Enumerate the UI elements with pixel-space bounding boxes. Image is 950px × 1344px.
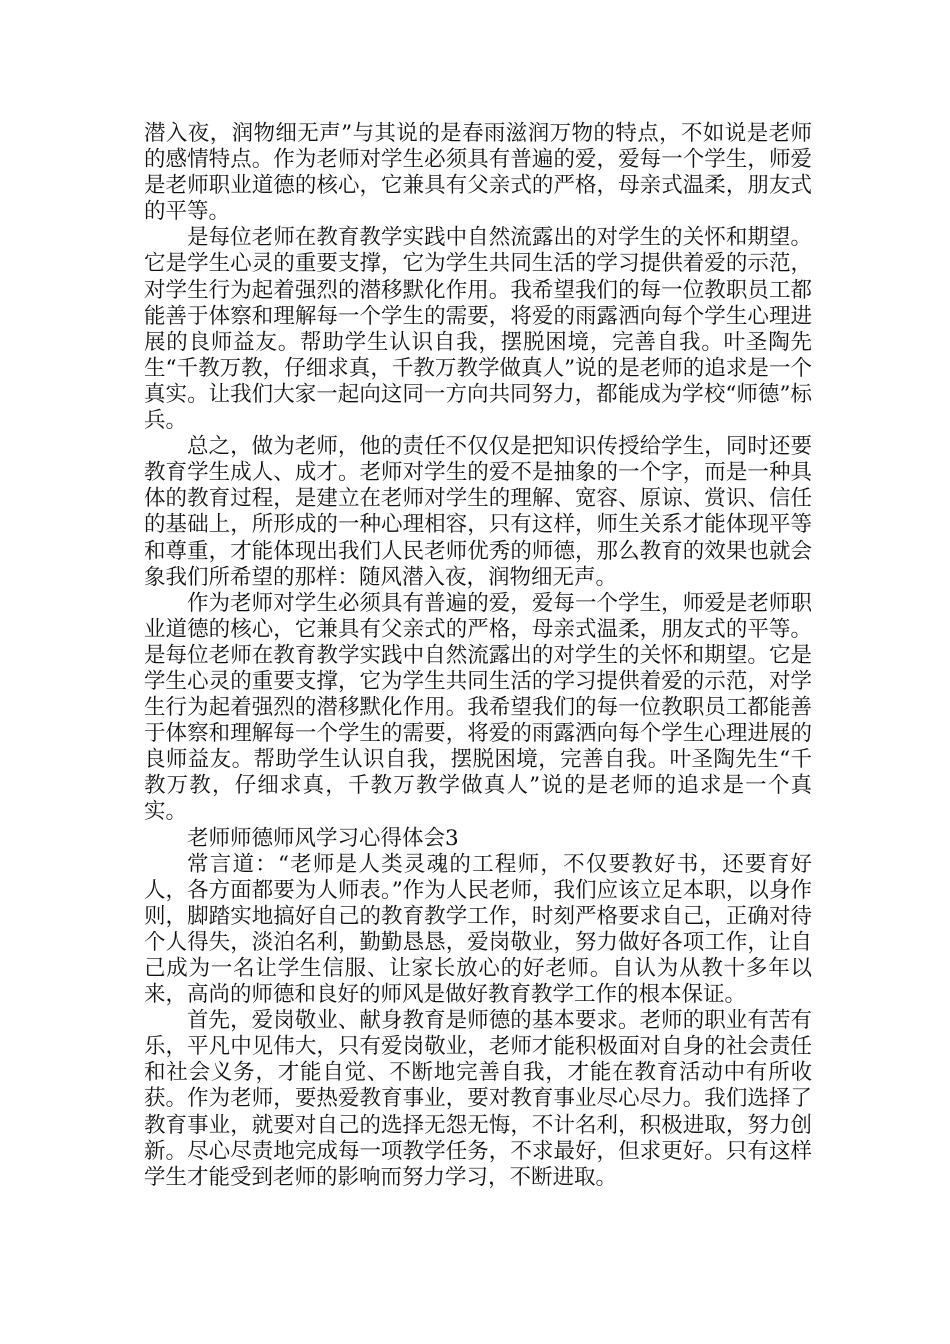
paragraph-3: 总之，做为老师，他的责任不仅仅是把知识传授给学生，同时还要教育学生成人、成才。老师对学生的爱不是抽象的一个字，而是一种具体的教育过程，是建立在老师对学生的理解、宽容、原谅、赏识、信任的基础上，所形成的一种心理相容，只有这样，师生关系才能体现平等和尊重，才能体现出我们人民老师优秀的师德，那么教育的效果也就会象我们所希望的那样：随风潜入夜，润物细无声。	[144, 434, 812, 590]
section-heading: 老师师德师风学习心得体会3	[187, 825, 459, 851]
paragraph-6: 首先，爱岗敬业、献身教育是师德的基本要求。老师的职业有苦有乐，平凡中见伟大，只有爱岗敬业，老师才能积极面对自身的社会责任和社会义务，才能自觉、不断地完善自我，才能在教育活动中有所收获。作为老师，要热爱教育事业，要对教育事业尽心尽力。我们选择了教育事业，就要对自己的选择无怨无悔，不计名利，积极进取，努力创新。尽心尽责地完成每一项教学任务，不求最好，但求更好。只有这样学生才能受到老师的影响而努力学习，不断进取。	[144, 1008, 812, 1190]
paragraph-1: 潜入夜，润物细无声”与其说的是春雨滋润万物的特点，不如说是老师的感情特点。作为老师对学生必须具有普遍的爱，爱每一个学生，师爱是老师职业道德的核心，它兼具有父亲式的严格，母亲式温柔，朋友式的平等。	[144, 121, 812, 225]
paragraph-5: 常言道：“老师是人类灵魂的工程师，不仅要教好书，还要育好人，各方面都要为人师表。”作为人民老师，我们应该立足本职，以身作则，脚踏实地搞好自己的教育教学工作，时刻严格要求自己，正确对待个人得失，淡泊名利，勤勤恳恳，爱岗敬业，努力做好各项工作，让自己成为一名让学生信服、让家长放心的好老师。自认为从教十多年以来，高尚的师德和良好的师风是做好教育教学工作的根本保证。	[144, 851, 812, 1008]
document-body	[144, 121, 812, 1191]
paragraph-4: 作为老师对学生必须具有普遍的爱，爱每一个学生，师爱是老师职业道德的核心，它兼具有父亲式的严格，母亲式温柔，朋友式的平等。是每位老师在教育教学实践中自然流露出的对学生的关怀和期望。它是学生心灵的重要支撑，它为学生共同生活的学习提供着爱的示范，对学生行为起着强烈的潜移默化作用。我希望我们的每一位教职员工都能善于体察和理解每一个学生的需要，将爱的雨露洒向每个学生心理进展的良师益友。帮助学生认识自我，摆脱困境，完善自我。叶圣陶先生“千教万教，仔细求真，千教万教学做真人”说的是老师的追求是一个真实。	[144, 590, 812, 825]
paragraph-2: 是每位老师在教育教学实践中自然流露出的对学生的关怀和期望。它是学生心灵的重要支撑，它为学生共同生活的学习提供着爱的示范，对学生行为起着强烈的潜移默化作用。我希望我们的每一位教职员工都能善于体察和理解每一个学生的需要，将爱的雨露洒向每个学生心理进展的良师益友。帮助学生认识自我，摆脱困境，完善自我。叶圣陶先生“千教万教，仔细求真，千教万教学做真人”说的是老师的追求是一个真实。让我们大家一起向这同一方向共同努力，都能成为学校“师德”标兵。	[144, 225, 812, 434]
